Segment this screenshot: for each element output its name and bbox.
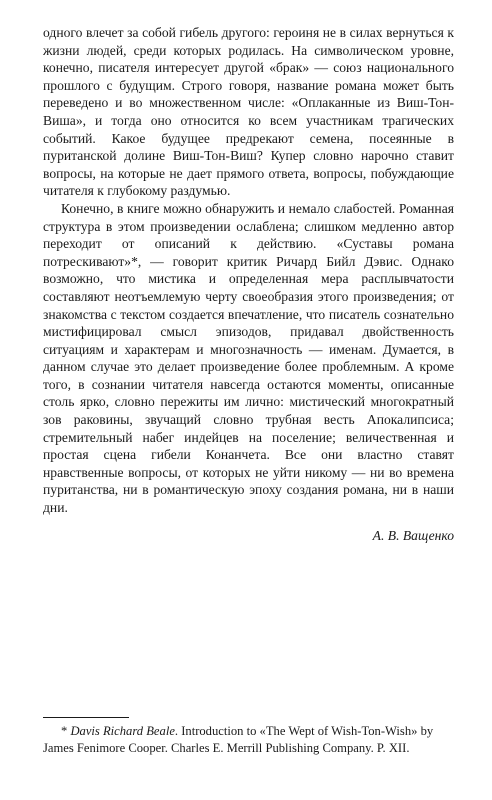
- footnote-marker: *: [61, 724, 68, 738]
- author-signature: А. В. Ващенко: [372, 527, 454, 543]
- footnote-separator: [43, 717, 129, 718]
- body-paragraph-2: Конечно, в книге можно обнаружить и немало слабостей. Романная структура в этом произведении ослаблена; слишком медленно автор переходит от описаний к действию. «Суставы романа потрескивают»*, — говорит критик Ричард Бийл Дэвис. Однако возможно, что мистика и определенная мера расплывчатости составляют неотъемлемую черту своеобразия этого произведения; от знакомства с текстом создается впечатление, что писатель сознательно мистифицировал смысл эпизодов, придавал двойственность ситуациям и характерам и многозначность — именам. Думается, в данном случае это делает произведение более проблемным. А кроме того, в сознании читателя навсегда остаются моменты, описанные столь ярко, словно пережиты им лично: мистический многократный зов раковины, звучащий словно трубная весть Апокалипсиса; стремительный набег индейцев на поселение; величественная и простая сцена гибели Конанчета. Все они властно ставят нравственные вопросы, от которых не уйти никому — ни во времена пуританства, ни в романтическую эпоху создания романа, ни в наши дни.: [43, 200, 454, 516]
- footnote: [43, 723, 454, 756]
- article-body: [43, 24, 454, 544]
- body-paragraph-1: одного влечет за собой гибель другого: героиня не в силах вернуться к жизни людей, среди которых родилась. На символическом уровне, конечно, писателя интересует другой «брак» — союз национального прошлого с будущим. Строго говоря, название романа может быть переведено и во множественном числе: «Оплаканные из Виш-Тон-Виша», и тогда оно относится ко всем участникам трагических событий. Какое будущее предрекают семена, посеянные в пуританской долине Виш-Тон-Виш? Купер словно нарочно ставит вопросы, на которые не дает прямого ответа, вопросы, побуждающие читателя к глубокому раздумью.: [43, 25, 454, 199]
- footnote-text: . Introduction to «The Wept of Wish-Ton-Wish» by James Fenimore Cooper. Charles E. Merrill Publishing Company. P. XII.: [43, 724, 434, 755]
- footnote-author: Davis Richard Beale: [70, 724, 175, 738]
